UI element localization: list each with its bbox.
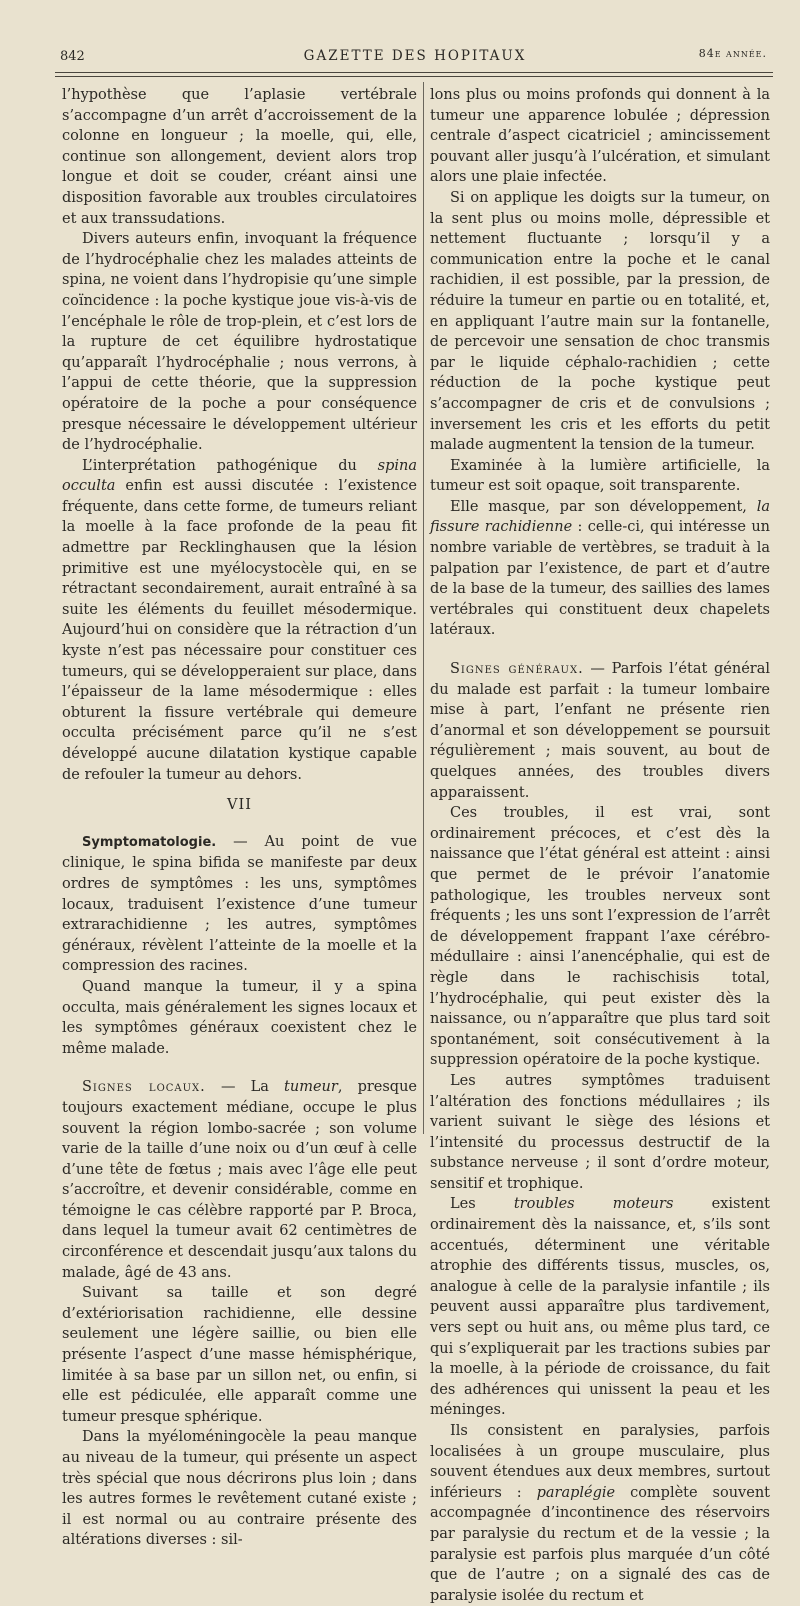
emphasis: spina occulta (62, 457, 417, 495)
emphasis: tumeur (284, 1079, 338, 1096)
right-column (430, 85, 770, 1606)
paragraph: lons plus ou moins profonds qui donnent à la tumeur une apparence lobulée ; dépression centrale d’aspect cicatriciel ; amincissement pouvant aller jusqu’à l’ulcération, et simulant alors une plaie infectée. (430, 87, 770, 186)
paragraph: Ces troubles, il est vrai, sont ordinairement précoces, et c’est dès la naissance que l’état général est atteint : ainsi que permet de le prévoir l’anatomie pathologique, les troubles nerveux sont fréquents ; les uns sont l’expression de l’arrêt de développement frappant l’axe cérébro-médullaire : ainsi l’anencéphalie, qui est de règle dans le rachischisis total, l’hydrocéphalie, qui peut exister dès la naissance, ou n’apparaître que plus tard soit spontanément, soit consécutivement à la suppression opératoire de la poche kystique. (430, 805, 770, 1069)
paragraph: Dans la myéloméningocèle la peau manque au niveau de la tumeur, qui présente un aspect très spécial que nous décrirons plus loin ; dans les autres formes le revêtement cutané existe ; il est normal ou au contraire présente des altérations diverses : sil- (62, 1429, 417, 1549)
emphasis: paraplégie (536, 1484, 616, 1501)
paragraph: Elle masque, par son développement, la fissure rachidienne : celle-ci, qui intéresse un nombre variable de vertèbres, se traduit à la palpation par l’existence, de part et d’autre de la base de la tumeur, des saillies des lames vertébrales qui constituent deux chapelets latéraux. (430, 498, 770, 639)
paragraph: Symptomatologie. — Au point de vue clinique, le spina bifida se manifeste par deux ordres de symptômes : les uns, symptômes locaux, traduisent l’existence d’une tumeur extrarachidienne ; les autres, symptômes généraux, révèlent l’atteinte de la moelle et la compression des racines. (62, 833, 417, 975)
subheading: Signes locaux. (82, 1079, 206, 1096)
paragraph: Quand manque la tumeur, il y a spina occulta, mais généralement les signes locaux et les symptômes généraux coexistent chez le même malade. (62, 978, 417, 1057)
paragraph: l’hypothèse que l’aplasie vertébrale s’accompagne d’un arrêt d’accroissement de la colonne en longueur ; la moelle, qui, elle, continue son allongement, devient alors trop longue et doit se couder, créant ainsi une disposition favorable aux troubles circulatoires et aux transsudations. (62, 87, 417, 227)
column-divider (423, 82, 424, 1134)
paragraph: Divers auteurs enfin, invoquant la fréquence de l’hydrocéphalie chez les malades atteints de spina, ne voient dans l’hydropisie qu’une simple coïncidence : la poche kystique joue vis-à-vis de l’encéphale le rôle de trop-plein, et c’est lors de la rupture de cet équilibre hydrostatique qu’apparaît l’hydrocéphalie ; nous verrons, à l’appui de cette théorie, que la suppression opératoire de la poche a pour conséquence presque nécessaire le développement ultérieur de l’hydrocéphalie. (62, 231, 417, 454)
paragraph: L’interprétation pathogénique du spina occulta enfin est aussi discutée : l’existence fréquente, dans cette forme, de tumeurs reliant la moelle à la face profonde de la peau fit admettre par Recklinghausen que la lésion primitive est une myélocystocèle qui, en se rétractant secondairement, aurait entraîné à sa suite les éléments du feuillet mésodermique. Aujourd’hui on considère que la rétraction d’un kyste n’est pas nécessaire pour constituer ces tumeurs, qui se développeraient sur place, dans l’épaisseur de la lame mésodermique : elles obturent la fissure vertébrale qui demeure occulta précisément parce qu’il ne s’est développé aucune dilatation kystique capable de refouler la tumeur au dehors. (62, 457, 417, 783)
page-number: 842 (60, 49, 85, 64)
emphasis: la fissure rachidienne (430, 498, 770, 536)
paragraph: Les troubles moteurs existent ordinairement dès la naissance, et, s’ils sont accentués, déterminent une véritable atrophie des différents tissus, muscles, os, analogue à celle de la paralysie infantile ; ils peuvent aussi apparaître plus tardivement, vers sept ou huit ans, ou même plus tard, ce qui s’expliquerait par les tractions subies par la moelle, à la période de croissance, du fait des adhérences qui unissent la peau et les méninges. (430, 1196, 770, 1419)
paragraph: Examinée à la lumière artificielle, la tumeur est soit opaque, soit transparente. (430, 457, 770, 495)
header-rule-top (55, 72, 773, 73)
paragraph: Signes généraux. — Parfois l’état général du malade est parfait : la tumeur lombaire mise à part, l’enfant ne présente rien d’anormal et son développement se poursuit régulièrement ; mais souvent, au bout de quelques années, des troubles divers apparaissent. (430, 661, 770, 801)
paragraph: Suivant sa taille et son degré d’extériorisation rachidienne, elle dessine seulement une légère saillie, ou bien elle présente l’aspect d’une masse hémisphérique, limitée à sa base par un sillon net, ou enfin, si elle est pédiculée, elle apparaît comme une tumeur presque sphérique. (62, 1285, 417, 1425)
emphasis: troubles moteurs (513, 1196, 674, 1213)
paragraph: Si on applique les doigts sur la tumeur, on la sent plus ou moins molle, dépressible et nettement fluctuante ; lorsqu’il y a communication entre la poche et le canal rachidien, il est possible, par la pression, de réduire la tumeur en partie ou en totalité, et, en appliquant l’autre main sur la fontanelle, de percevoir une sensation de choc transmis par le liquide céphalo-rachidien ; cette réduction de la poche kystique peut s’accompagner de cris et de convulsions ; inversement les cris et les efforts du petit malade augmentent la tension de la tumeur. (430, 189, 770, 454)
paragraph: Les autres symptômes traduisent l’altération des fonctions médullaires ; ils varient suivant le siège des lésions et l’intensité du processus destructif de la substance nerveuse ; il sont d’ordre moteur, sensitif et trophique. (430, 1072, 770, 1192)
year-label: 84e année. (698, 47, 767, 60)
section-heading: Symptomatologie. (82, 834, 217, 850)
page-header (55, 47, 775, 69)
paragraph: Ils consistent en paralysies, parfois localisées à un groupe musculaire, plus souvent étendues aux deux membres, surtout inférieurs : paraplégie complète souvent accompagnée d’incontinence des réservoirs par paralysie du rectum et de la vessie ; la paralysie est parfois plus marquée d’un côté que de l’autre ; on a signalé des cas de paralysie isolée du rectum et (430, 1423, 770, 1604)
header-rule-bottom (55, 76, 773, 77)
left-column (62, 85, 417, 1551)
subheading: Signes généraux. (450, 661, 584, 678)
section-number: VII (227, 797, 252, 814)
paragraph: Signes locaux. — La tumeur, presque toujours exactement médiane, occupe le plus souvent la région lombo-sacrée ; son volume varie de la taille d’une noix ou d’un œuf à celle d’une tête de fœtus ; mais avec l’âge elle peut s’accroître, et devenir considérable, comme en témoigne le cas célèbre rapporté par P. Broca, dans lequel la tumeur avait 62 centimètres de circonférence et descendait jusqu’aux talons du malade, âgé de 43 ans. (62, 1079, 418, 1281)
journal-title: GAZETTE DES HOPITAUX (303, 48, 527, 64)
